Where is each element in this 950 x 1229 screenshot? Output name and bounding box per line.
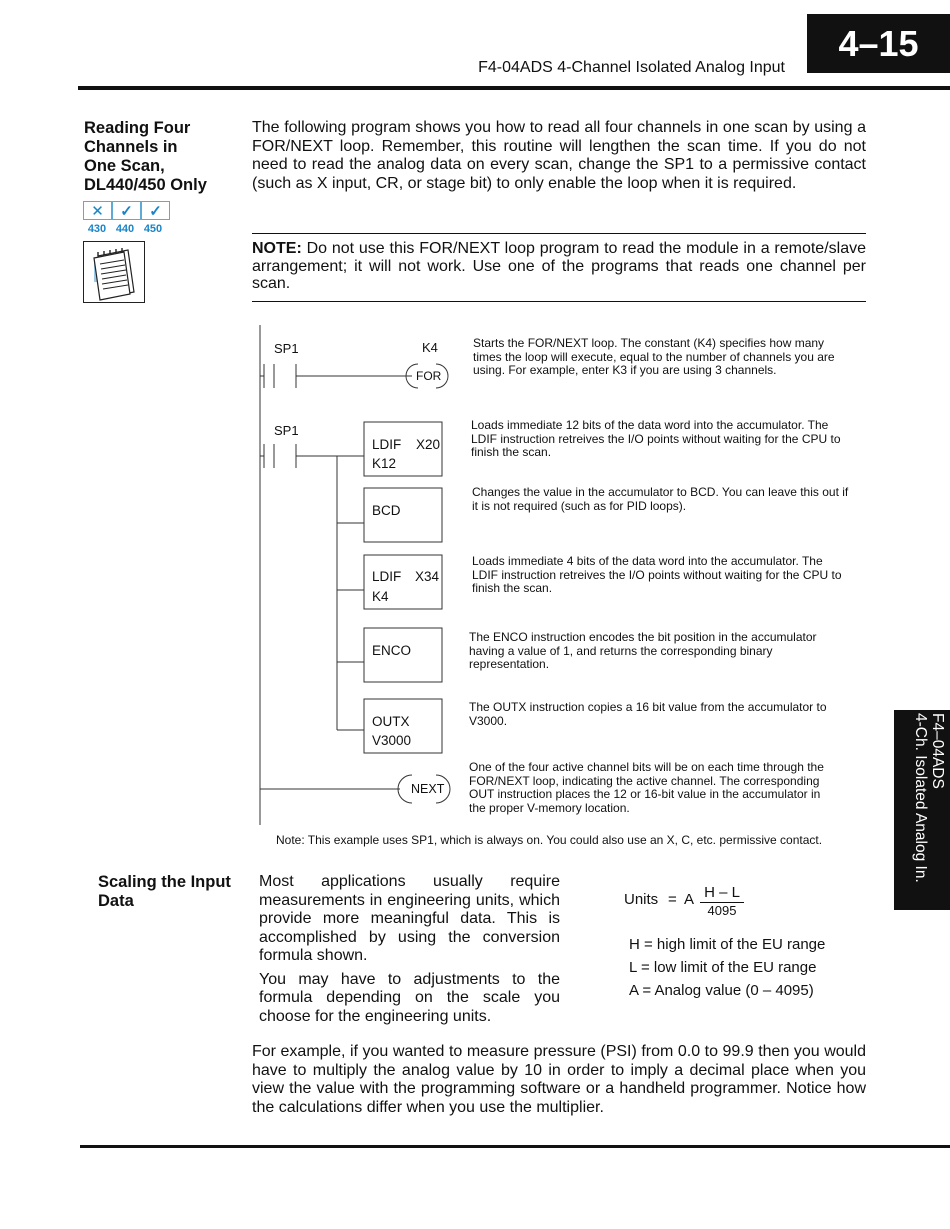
ladder-footnote: Note: This example uses SP1, which is always on. You could also use an X, C, etc. permissive contact. [276,833,823,847]
formula-equals: = [668,891,677,908]
side-tab-line2: 4-Ch. Isolated Analog In. [912,713,929,883]
scaling-paragraphs [259,873,560,1026]
cpu-450-mark: ✓ [141,201,170,220]
desc-bcd: Changes the value in the accumulator to BCD. You can leave this out if it is not required (such as for PID loops). [472,485,849,513]
formula-definitions [629,933,825,1002]
def-l: L = low limit of the EU range [629,959,817,976]
scaling-para-2: You may have to adjustments to the formula depending on the scale you choose for the engineering units. [259,970,560,1025]
title-line: Reading Four [84,119,191,137]
running-head: F4-04ADS 4-Channel Isolated Analog Input [478,59,785,76]
side-tab-line1: F4–04ADS [929,713,946,789]
cpu-430-label: 430 [87,223,107,235]
example-text: For example, if you wanted to measure pressure (PSI) from 0.0 to 99.9 then you would have to multiply the analog value by 10 in order to imply a decimal place when you view the value with the programming software or a handheld programmer. Notice how the calculations differ when you use the multiplier. [252,1043,866,1116]
box4-instr: ENCO [372,643,412,658]
header-rule [78,86,950,90]
box5-instr: OUTX [372,714,410,729]
scaling-para-1: Most applications usually require measurements in engineering units, which provide more meaningful data. This is accomplished by using the conversion formula shown. [259,873,560,964]
cpu-440-mark: ✓ [112,201,141,220]
desc-outx: The OUTX instruction copies a 16 bit value from the accumulator to V3000. [469,700,827,728]
cpu-compatibility [83,201,170,235]
title-line: Data [98,892,134,910]
cpu-440-label: 440 [115,223,135,235]
formula-denominator: 4095 [707,903,737,918]
formula-a: A [684,891,695,908]
page-number: 4–15 [807,14,950,73]
section-title-scaling [98,873,248,911]
box1-const: K12 [372,456,397,471]
desc-next: One of the four active channel bits will be on each time through the FOR/NEXT loop, indicating the active channel. The corresponding OUT instruction places the 12 or 16-bit value in the accumulator in the proper V-memory location. [469,760,824,815]
for-constant: K4 [422,340,438,355]
cpu-450-label: 450 [143,223,163,235]
desc-ldif1: Loads immediate 12 bits of the data word into the accumulator. The LDIF instruction retreives the I/O points without waiting for the CPU to finish the scan. [471,418,841,459]
note-label: NOTE: [252,240,302,257]
note-text: Do not use this FOR/NEXT loop program to read the module in a remote/slave arrangement; it will not work. Use one of the programs that reads one channel per scan. [252,240,866,292]
contact-label-1: SP1 [274,341,299,356]
desc-for: Starts the FOR/NEXT loop. The constant (K4) specifies how many times the loop will execute, equal to the number of channels you are using. For example, enter K3 if you are using 3 channels. [473,336,835,377]
title-line: Scaling the Input [98,873,231,891]
intro-paragraph [252,119,866,193]
formula-numerator: H – L [704,884,740,901]
box5-addr: V3000 [372,733,412,748]
next-coil: NEXT [411,782,445,796]
example-paragraph [252,1043,866,1117]
section-title-reading [84,119,244,195]
desc-enco: The ENCO instruction encodes the bit position in the accumulator having a value of 1, and returns the corresponding binary representation. [469,630,817,671]
box2-instr: BCD [372,503,401,518]
box3-addr: X34 [415,569,440,584]
formula-lhs: Units [624,891,659,908]
box3-const: K4 [372,589,389,604]
def-a: A = Analog value (0 – 4095) [629,982,814,999]
footer-rule [80,1145,950,1148]
box1-addr: X20 [416,437,441,452]
box1-instr: LDIF [372,437,402,452]
for-coil: FOR [416,369,442,383]
contact-label-2: SP1 [274,423,299,438]
def-h: H = high limit of the EU range [629,936,826,953]
chapter-side-tab [894,710,950,910]
cpu-430-mark: ✕ [83,201,112,220]
desc-ldif2: Loads immediate 4 bits of the data word into the accumulator. The LDIF instruction retreives the I/O points without waiting for the CPU to finish the scan. [472,554,842,595]
title-line: One Scan, [84,157,165,175]
title-line: DL440/450 Only [84,176,207,194]
box3-instr: LDIF [372,569,402,584]
intro-text: The following program shows you how to read all four channels in one scan by using a FOR/NEXT loop. Remember, this routine will lengthen the scan time. If you do not need to read the analog data on every scan, change the SP1 to a permissive contact (such as X input, CR, or stage bit) to only enable the loop when it is required. [252,119,866,192]
notebook-icon [83,241,145,303]
note-box [252,233,866,302]
title-line: Channels in [84,138,178,156]
